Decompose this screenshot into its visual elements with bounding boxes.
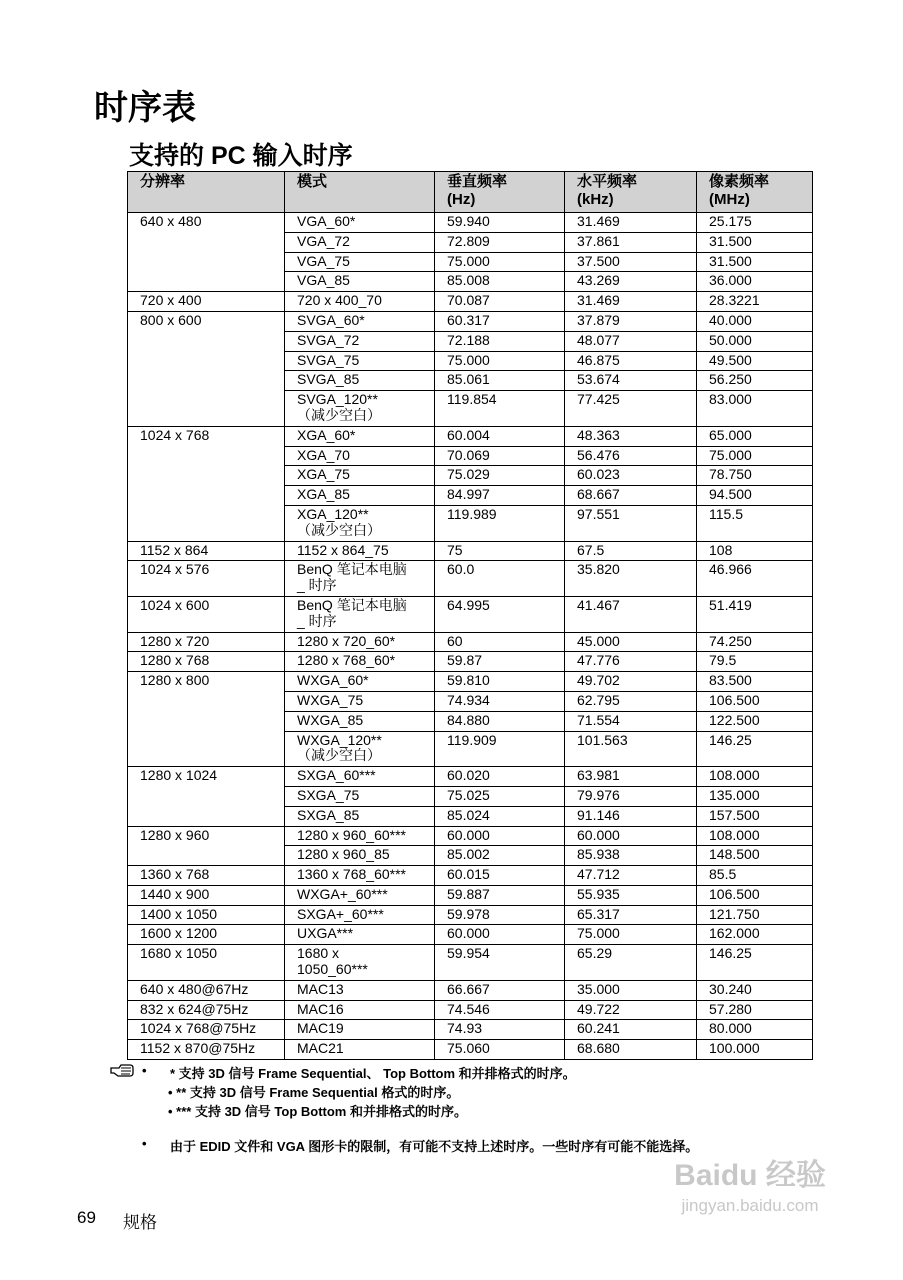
cell-horizontal-frequency: 46.875 [565, 351, 697, 371]
cell-vertical-frequency: 60.004 [435, 426, 565, 446]
cell-mode: 1680 x 1050_60*** [285, 945, 435, 981]
header-pixel-frequency: 像素频率 (MHz) [697, 172, 813, 213]
cell-vertical-frequency: 72.188 [435, 331, 565, 351]
cell-resolution: 1152 x 870@75Hz [128, 1040, 285, 1060]
table-row [128, 652, 813, 672]
table-row [128, 292, 813, 312]
cell-resolution [128, 846, 285, 866]
table-row [128, 786, 813, 806]
cell-pixel-frequency: 40.000 [697, 311, 813, 331]
table-row [128, 1040, 813, 1060]
cell-horizontal-frequency: 56.476 [565, 446, 697, 466]
table-row [128, 691, 813, 711]
table-row [128, 232, 813, 252]
cell-mode: VGA_75 [285, 252, 435, 272]
cell-vertical-frequency: 85.061 [435, 371, 565, 391]
cell-pixel-frequency: 148.500 [697, 846, 813, 866]
cell-vertical-frequency: 119.909 [435, 731, 565, 767]
cell-pixel-frequency: 121.750 [697, 905, 813, 925]
cell-pixel-frequency: 50.000 [697, 331, 813, 351]
cell-horizontal-frequency: 45.000 [565, 632, 697, 652]
cell-mode: SVGA_85 [285, 371, 435, 391]
cell-pixel-frequency: 100.000 [697, 1040, 813, 1060]
cell-vertical-frequency: 59.954 [435, 945, 565, 981]
table-row [128, 806, 813, 826]
cell-horizontal-frequency: 60.023 [565, 466, 697, 486]
cell-resolution: 1440 x 900 [128, 885, 285, 905]
cell-mode: MAC13 [285, 980, 435, 1000]
cell-vertical-frequency: 66.667 [435, 980, 565, 1000]
cell-horizontal-frequency: 62.795 [565, 691, 697, 711]
table-row [128, 541, 813, 561]
cell-pixel-frequency: 46.966 [697, 561, 813, 597]
cell-resolution: 720 x 400 [128, 292, 285, 312]
cell-pixel-frequency: 74.250 [697, 632, 813, 652]
table-row [128, 331, 813, 351]
cell-pixel-frequency: 157.500 [697, 806, 813, 826]
cell-horizontal-frequency: 79.976 [565, 786, 697, 806]
cell-pixel-frequency: 75.000 [697, 446, 813, 466]
table-row [128, 391, 813, 427]
cell-resolution [128, 351, 285, 371]
cell-resolution: 640 x 480 [128, 213, 285, 233]
cell-mode: VGA_85 [285, 272, 435, 292]
cell-vertical-frequency: 60.0 [435, 561, 565, 597]
cell-vertical-frequency: 60.000 [435, 925, 565, 945]
cell-resolution [128, 505, 285, 541]
cell-resolution [128, 786, 285, 806]
cell-resolution [128, 731, 285, 767]
cell-horizontal-frequency: 37.861 [565, 232, 697, 252]
section-title: 支持的 PC 输入时序 [129, 142, 353, 170]
cell-vertical-frequency: 59.940 [435, 213, 565, 233]
cell-pixel-frequency: 78.750 [697, 466, 813, 486]
cell-vertical-frequency: 74.93 [435, 1020, 565, 1040]
table-row [128, 426, 813, 446]
table-body [128, 213, 813, 1060]
cell-vertical-frequency: 59.810 [435, 672, 565, 692]
cell-resolution: 1024 x 768 [128, 426, 285, 446]
cell-horizontal-frequency: 43.269 [565, 272, 697, 292]
cell-resolution: 1400 x 1050 [128, 905, 285, 925]
cell-pixel-frequency: 162.000 [697, 925, 813, 945]
cell-mode: XGA_120** （减少空白） [285, 505, 435, 541]
cell-pixel-frequency: 85.5 [697, 866, 813, 886]
header-mode: 模式 [285, 172, 435, 213]
table-row [128, 632, 813, 652]
table-row [128, 1000, 813, 1020]
cell-pixel-frequency: 30.240 [697, 980, 813, 1000]
cell-horizontal-frequency: 31.469 [565, 292, 697, 312]
cell-vertical-frequency: 75.000 [435, 351, 565, 371]
page-number: 69 [77, 1208, 96, 1227]
cell-pixel-frequency: 108.000 [697, 767, 813, 787]
cell-horizontal-frequency: 65.317 [565, 905, 697, 925]
cell-mode: VGA_60* [285, 213, 435, 233]
cell-vertical-frequency: 59.978 [435, 905, 565, 925]
cell-mode: SVGA_75 [285, 351, 435, 371]
cell-resolution: 1024 x 576 [128, 561, 285, 597]
cell-horizontal-frequency: 35.820 [565, 561, 697, 597]
cell-mode: MAC19 [285, 1020, 435, 1040]
cell-mode: XGA_85 [285, 486, 435, 506]
cell-mode: SVGA_120** （减少空白） [285, 391, 435, 427]
cell-vertical-frequency: 60 [435, 632, 565, 652]
cell-pixel-frequency: 51.419 [697, 596, 813, 632]
cell-pixel-frequency: 31.500 [697, 232, 813, 252]
watermark-url: jingyan.baidu.com [681, 1196, 819, 1215]
note-line-2: • ** 支持 3D 信号 Frame Sequential 格式的时序。 [168, 1085, 460, 1100]
table-row [128, 213, 813, 233]
cell-mode: MAC21 [285, 1040, 435, 1060]
table-row [128, 925, 813, 945]
cell-pixel-frequency: 36.000 [697, 272, 813, 292]
cell-vertical-frequency: 60.000 [435, 826, 565, 846]
cell-vertical-frequency: 74.546 [435, 1000, 565, 1020]
cell-resolution [128, 252, 285, 272]
cell-horizontal-frequency: 101.563 [565, 731, 697, 767]
cell-mode: XGA_75 [285, 466, 435, 486]
table-row [128, 826, 813, 846]
cell-mode: SXGA_85 [285, 806, 435, 826]
cell-vertical-frequency: 74.934 [435, 691, 565, 711]
table-row [128, 351, 813, 371]
cell-mode: WXGA_120** （减少空白） [285, 731, 435, 767]
table-row [128, 311, 813, 331]
cell-pixel-frequency: 122.500 [697, 711, 813, 731]
cell-horizontal-frequency: 53.674 [565, 371, 697, 391]
cell-vertical-frequency: 85.002 [435, 846, 565, 866]
table-row [128, 1020, 813, 1040]
cell-pixel-frequency: 25.175 [697, 213, 813, 233]
cell-mode: SVGA_60* [285, 311, 435, 331]
cell-resolution [128, 272, 285, 292]
watermark-brand: Baidu 经验 [674, 1159, 826, 1192]
cell-vertical-frequency: 60.015 [435, 866, 565, 886]
cell-pixel-frequency: 31.500 [697, 252, 813, 272]
cell-mode: 720 x 400_70 [285, 292, 435, 312]
cell-vertical-frequency: 119.989 [435, 505, 565, 541]
note-line-3: • *** 支持 3D 信号 Top Bottom 和并排格式的时序。 [168, 1104, 467, 1119]
table-row [128, 885, 813, 905]
footer-section-label: 规格 [123, 1213, 157, 1232]
cell-vertical-frequency: 84.880 [435, 711, 565, 731]
note-bullet-2: • [142, 1136, 147, 1151]
cell-horizontal-frequency: 75.000 [565, 925, 697, 945]
cell-resolution: 800 x 600 [128, 311, 285, 331]
cell-horizontal-frequency: 85.938 [565, 846, 697, 866]
cell-mode: BenQ 笔记本电脑 _ 时序 [285, 561, 435, 597]
cell-mode: WXGA+_60*** [285, 885, 435, 905]
cell-mode: BenQ 笔记本电脑 _ 时序 [285, 596, 435, 632]
cell-vertical-frequency: 64.995 [435, 596, 565, 632]
cell-pixel-frequency: 106.500 [697, 885, 813, 905]
cell-resolution [128, 486, 285, 506]
cell-resolution: 832 x 624@75Hz [128, 1000, 285, 1020]
cell-pixel-frequency: 94.500 [697, 486, 813, 506]
timing-table [127, 171, 813, 1060]
note-bullet: • [142, 1063, 147, 1078]
cell-horizontal-frequency: 68.680 [565, 1040, 697, 1060]
cell-pixel-frequency: 56.250 [697, 371, 813, 391]
cell-resolution [128, 806, 285, 826]
table-row [128, 466, 813, 486]
cell-horizontal-frequency: 31.469 [565, 213, 697, 233]
table-row [128, 252, 813, 272]
cell-mode: 1152 x 864_75 [285, 541, 435, 561]
table-row [128, 846, 813, 866]
cell-pixel-frequency: 115.5 [697, 505, 813, 541]
cell-horizontal-frequency: 37.879 [565, 311, 697, 331]
cell-horizontal-frequency: 60.000 [565, 826, 697, 846]
cell-horizontal-frequency: 77.425 [565, 391, 697, 427]
table-row [128, 905, 813, 925]
watermark [640, 1150, 860, 1250]
table-row [128, 767, 813, 787]
cell-pixel-frequency: 135.000 [697, 786, 813, 806]
cell-mode: SVGA_72 [285, 331, 435, 351]
cell-horizontal-frequency: 71.554 [565, 711, 697, 731]
cell-mode: XGA_60* [285, 426, 435, 446]
cell-vertical-frequency: 60.317 [435, 311, 565, 331]
page-title: 时序表 [94, 89, 196, 127]
cell-resolution [128, 711, 285, 731]
cell-pixel-frequency: 83.500 [697, 672, 813, 692]
cell-resolution: 1280 x 720 [128, 632, 285, 652]
cell-resolution [128, 371, 285, 391]
cell-horizontal-frequency: 47.712 [565, 866, 697, 886]
table-row [128, 980, 813, 1000]
cell-horizontal-frequency: 91.146 [565, 806, 697, 826]
note-line-4: 由于 EDID 文件和 VGA 图形卡的限制，有可能不支持上述时序。一些时序有可能不能选择。 [170, 1139, 699, 1154]
cell-horizontal-frequency: 48.077 [565, 331, 697, 351]
cell-resolution [128, 691, 285, 711]
cell-mode: XGA_70 [285, 446, 435, 466]
table-row [128, 371, 813, 391]
table-row [128, 596, 813, 632]
cell-resolution [128, 232, 285, 252]
cell-pixel-frequency: 80.000 [697, 1020, 813, 1040]
cell-resolution [128, 466, 285, 486]
table-row [128, 505, 813, 541]
cell-pixel-frequency: 108.000 [697, 826, 813, 846]
cell-resolution [128, 331, 285, 351]
note-hand-icon [110, 1062, 136, 1078]
cell-mode: WXGA_75 [285, 691, 435, 711]
cell-pixel-frequency: 108 [697, 541, 813, 561]
cell-mode: SXGA_75 [285, 786, 435, 806]
header-vertical-frequency: 垂直频率 (Hz) [435, 172, 565, 213]
header-resolution: 分辨率 [128, 172, 285, 213]
cell-mode: 1360 x 768_60*** [285, 866, 435, 886]
cell-resolution: 1024 x 600 [128, 596, 285, 632]
cell-horizontal-frequency: 65.29 [565, 945, 697, 981]
cell-horizontal-frequency: 60.241 [565, 1020, 697, 1040]
cell-horizontal-frequency: 49.722 [565, 1000, 697, 1020]
cell-pixel-frequency: 79.5 [697, 652, 813, 672]
table-row [128, 486, 813, 506]
cell-vertical-frequency: 59.887 [435, 885, 565, 905]
cell-mode: 1280 x 960_60*** [285, 826, 435, 846]
cell-mode: WXGA_60* [285, 672, 435, 692]
cell-pixel-frequency: 146.25 [697, 945, 813, 981]
cell-resolution: 1280 x 960 [128, 826, 285, 846]
table-row [128, 672, 813, 692]
cell-resolution: 1600 x 1200 [128, 925, 285, 945]
table-row [128, 866, 813, 886]
cell-horizontal-frequency: 37.500 [565, 252, 697, 272]
cell-mode: WXGA_85 [285, 711, 435, 731]
cell-vertical-frequency: 84.997 [435, 486, 565, 506]
cell-vertical-frequency: 60.020 [435, 767, 565, 787]
cell-horizontal-frequency: 48.363 [565, 426, 697, 446]
cell-resolution: 1280 x 768 [128, 652, 285, 672]
cell-resolution: 1024 x 768@75Hz [128, 1020, 285, 1040]
cell-mode: UXGA*** [285, 925, 435, 945]
cell-vertical-frequency: 70.087 [435, 292, 565, 312]
cell-mode: SXGA_60*** [285, 767, 435, 787]
table-header-row [128, 172, 813, 213]
cell-pixel-frequency: 49.500 [697, 351, 813, 371]
cell-pixel-frequency: 146.25 [697, 731, 813, 767]
cell-horizontal-frequency: 68.667 [565, 486, 697, 506]
cell-horizontal-frequency: 97.551 [565, 505, 697, 541]
cell-horizontal-frequency: 41.467 [565, 596, 697, 632]
table-row [128, 446, 813, 466]
cell-vertical-frequency: 59.87 [435, 652, 565, 672]
cell-pixel-frequency: 83.000 [697, 391, 813, 427]
table-row [128, 272, 813, 292]
cell-pixel-frequency: 65.000 [697, 426, 813, 446]
cell-pixel-frequency: 106.500 [697, 691, 813, 711]
cell-vertical-frequency: 85.008 [435, 272, 565, 292]
cell-horizontal-frequency: 67.5 [565, 541, 697, 561]
cell-pixel-frequency: 28.3221 [697, 292, 813, 312]
cell-horizontal-frequency: 49.702 [565, 672, 697, 692]
cell-vertical-frequency: 75 [435, 541, 565, 561]
cell-mode: SXGA+_60*** [285, 905, 435, 925]
table-row [128, 731, 813, 767]
cell-resolution: 640 x 480@67Hz [128, 980, 285, 1000]
cell-mode: 1280 x 960_85 [285, 846, 435, 866]
cell-horizontal-frequency: 47.776 [565, 652, 697, 672]
cell-vertical-frequency: 75.025 [435, 786, 565, 806]
cell-mode: 1280 x 720_60* [285, 632, 435, 652]
cell-resolution: 1152 x 864 [128, 541, 285, 561]
cell-horizontal-frequency: 63.981 [565, 767, 697, 787]
cell-resolution [128, 391, 285, 427]
table-row [128, 561, 813, 597]
header-horizontal-frequency: 水平频率 (kHz) [565, 172, 697, 213]
cell-vertical-frequency: 85.024 [435, 806, 565, 826]
table-row [128, 945, 813, 981]
cell-resolution: 1280 x 1024 [128, 767, 285, 787]
cell-mode: 1280 x 768_60* [285, 652, 435, 672]
cell-mode: MAC16 [285, 1000, 435, 1020]
note-line-1: * 支持 3D 信号 Frame Sequential、 Top Bottom 和并排格式的时序。 [170, 1066, 576, 1081]
cell-horizontal-frequency: 35.000 [565, 980, 697, 1000]
cell-vertical-frequency: 119.854 [435, 391, 565, 427]
cell-pixel-frequency: 57.280 [697, 1000, 813, 1020]
cell-vertical-frequency: 72.809 [435, 232, 565, 252]
cell-vertical-frequency: 70.069 [435, 446, 565, 466]
cell-resolution: 1680 x 1050 [128, 945, 285, 981]
cell-mode: VGA_72 [285, 232, 435, 252]
table-row [128, 711, 813, 731]
cell-vertical-frequency: 75.000 [435, 252, 565, 272]
cell-horizontal-frequency: 55.935 [565, 885, 697, 905]
cell-resolution: 1280 x 800 [128, 672, 285, 692]
cell-vertical-frequency: 75.029 [435, 466, 565, 486]
cell-vertical-frequency: 75.060 [435, 1040, 565, 1060]
cell-resolution: 1360 x 768 [128, 866, 285, 886]
cell-resolution [128, 446, 285, 466]
